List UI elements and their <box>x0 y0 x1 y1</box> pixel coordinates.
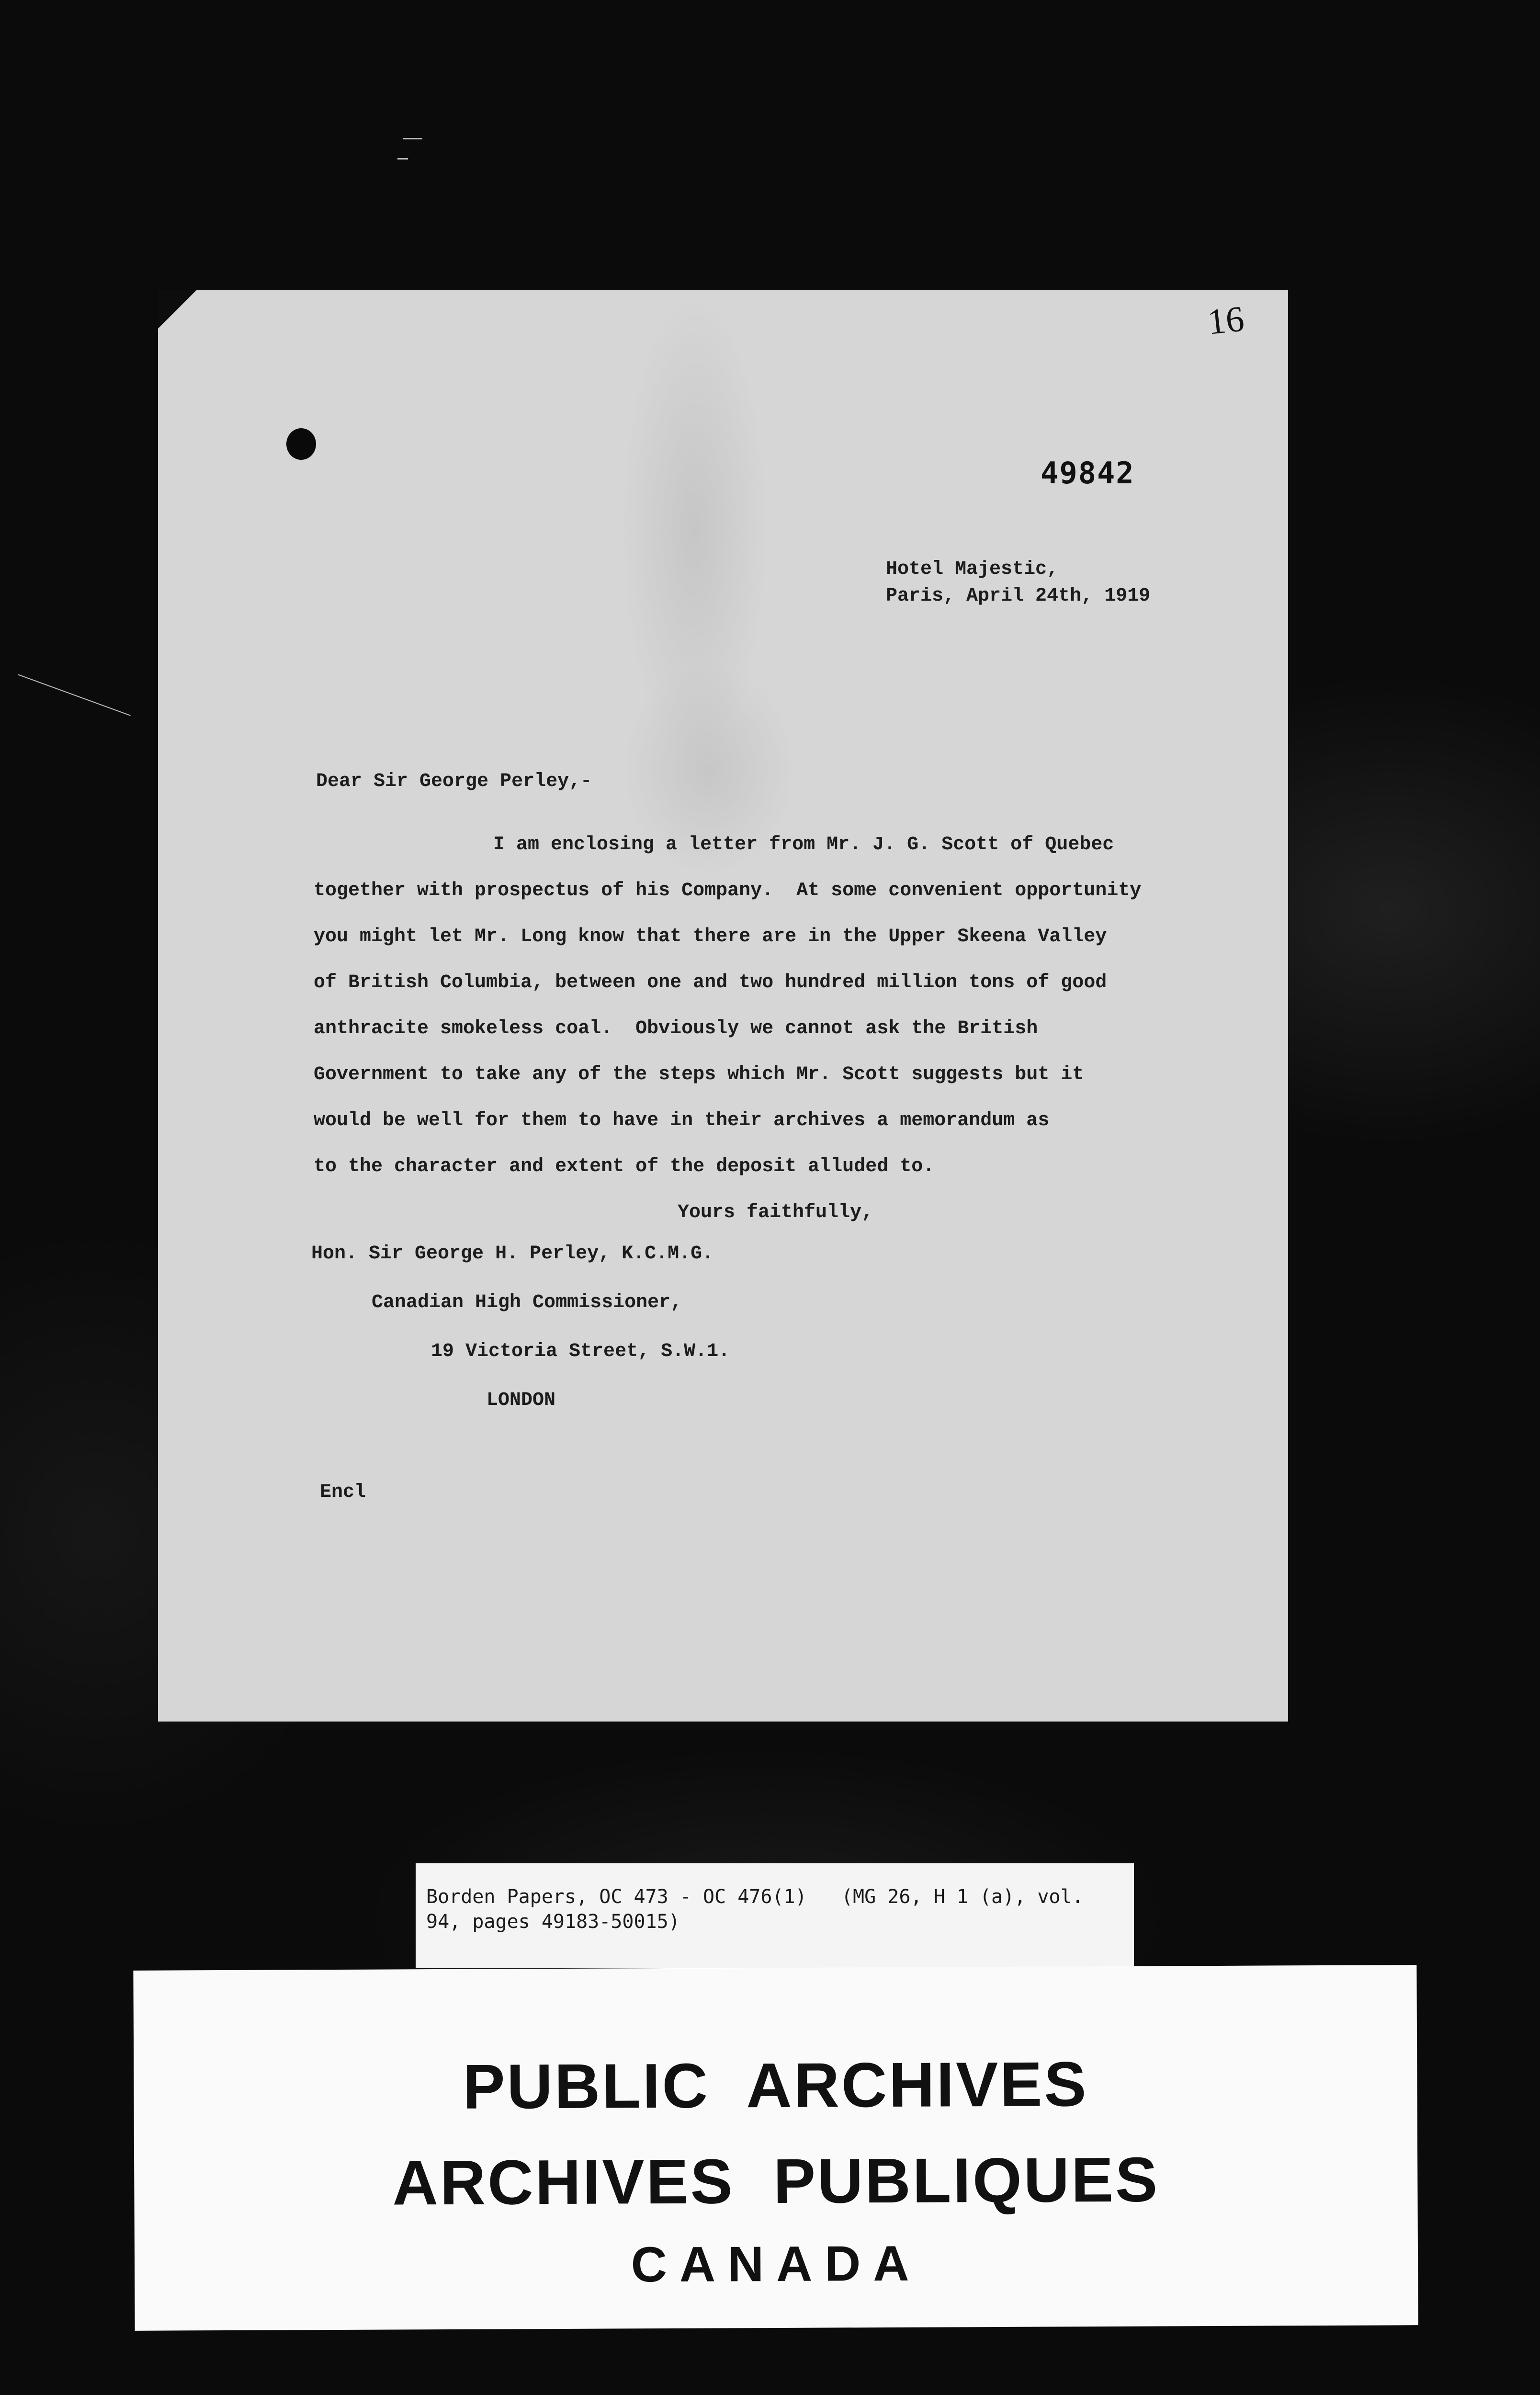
body-line: I am enclosing a letter from Mr. J. G. Scott of Quebec <box>493 834 1114 855</box>
letter-heading <box>886 556 1150 610</box>
heading-line-location: Hotel Majestic, <box>886 559 1059 580</box>
addressee-line: LONDON <box>487 1390 556 1411</box>
archives-title-en: PUBLIC ARCHIVES <box>463 2049 1088 2122</box>
body-line: anthracite smokeless coal. Obviously we cannot ask the British <box>314 1018 1038 1039</box>
body-line: to the character and extent of the deposit alluded to. <box>314 1156 935 1177</box>
punch-hole <box>286 428 316 460</box>
folded-corner <box>158 290 196 329</box>
body-line: you might let Mr. Long know that there are in the Upper Skeena Valley <box>314 926 1107 947</box>
body-line: Government to take any of the steps which Mr. Scott suggests but it <box>314 1064 1084 1085</box>
citation-line: Borden Papers, OC 473 - OC 476(1) (MG 26, H 1 (a), vol. <box>426 1886 1084 1908</box>
film-scratch <box>403 138 422 139</box>
handwritten-page-mark: 16 <box>1205 298 1246 342</box>
citation-label <box>416 1863 1134 1968</box>
enclosure-note: Encl <box>320 1482 366 1503</box>
body-line: together with prospectus of his Company. At some convenient opportunity <box>314 880 1142 901</box>
archives-card <box>133 1965 1418 2331</box>
addressee-line: 19 Victoria Street, S.W.1. <box>431 1341 730 1362</box>
archives-title-fr: ARCHIVES PUBLIQUES <box>392 2144 1160 2218</box>
addressee-line: Canadian High Commissioner, <box>372 1292 682 1313</box>
citation-line: 94, pages 49183-50015) <box>426 1911 680 1933</box>
heading-line-date: Paris, April 24th, 1919 <box>886 585 1151 607</box>
body-line: would be well for them to have in their archives a memorandum as <box>314 1110 1050 1131</box>
addressee-line: Hon. Sir George H. Perley, K.C.M.G. <box>311 1243 714 1265</box>
typed-letter-page <box>158 290 1288 1722</box>
closing: Yours faithfully, <box>678 1202 873 1223</box>
body-line: of British Columbia, between one and two hundred million tons of good <box>314 972 1107 993</box>
salutation: Dear Sir George Perley,- <box>316 771 592 792</box>
film-scratch <box>397 158 408 160</box>
archives-country: CANADA <box>631 2235 922 2293</box>
letter-body <box>314 822 1141 1190</box>
document-number: 49842 <box>1041 456 1135 490</box>
